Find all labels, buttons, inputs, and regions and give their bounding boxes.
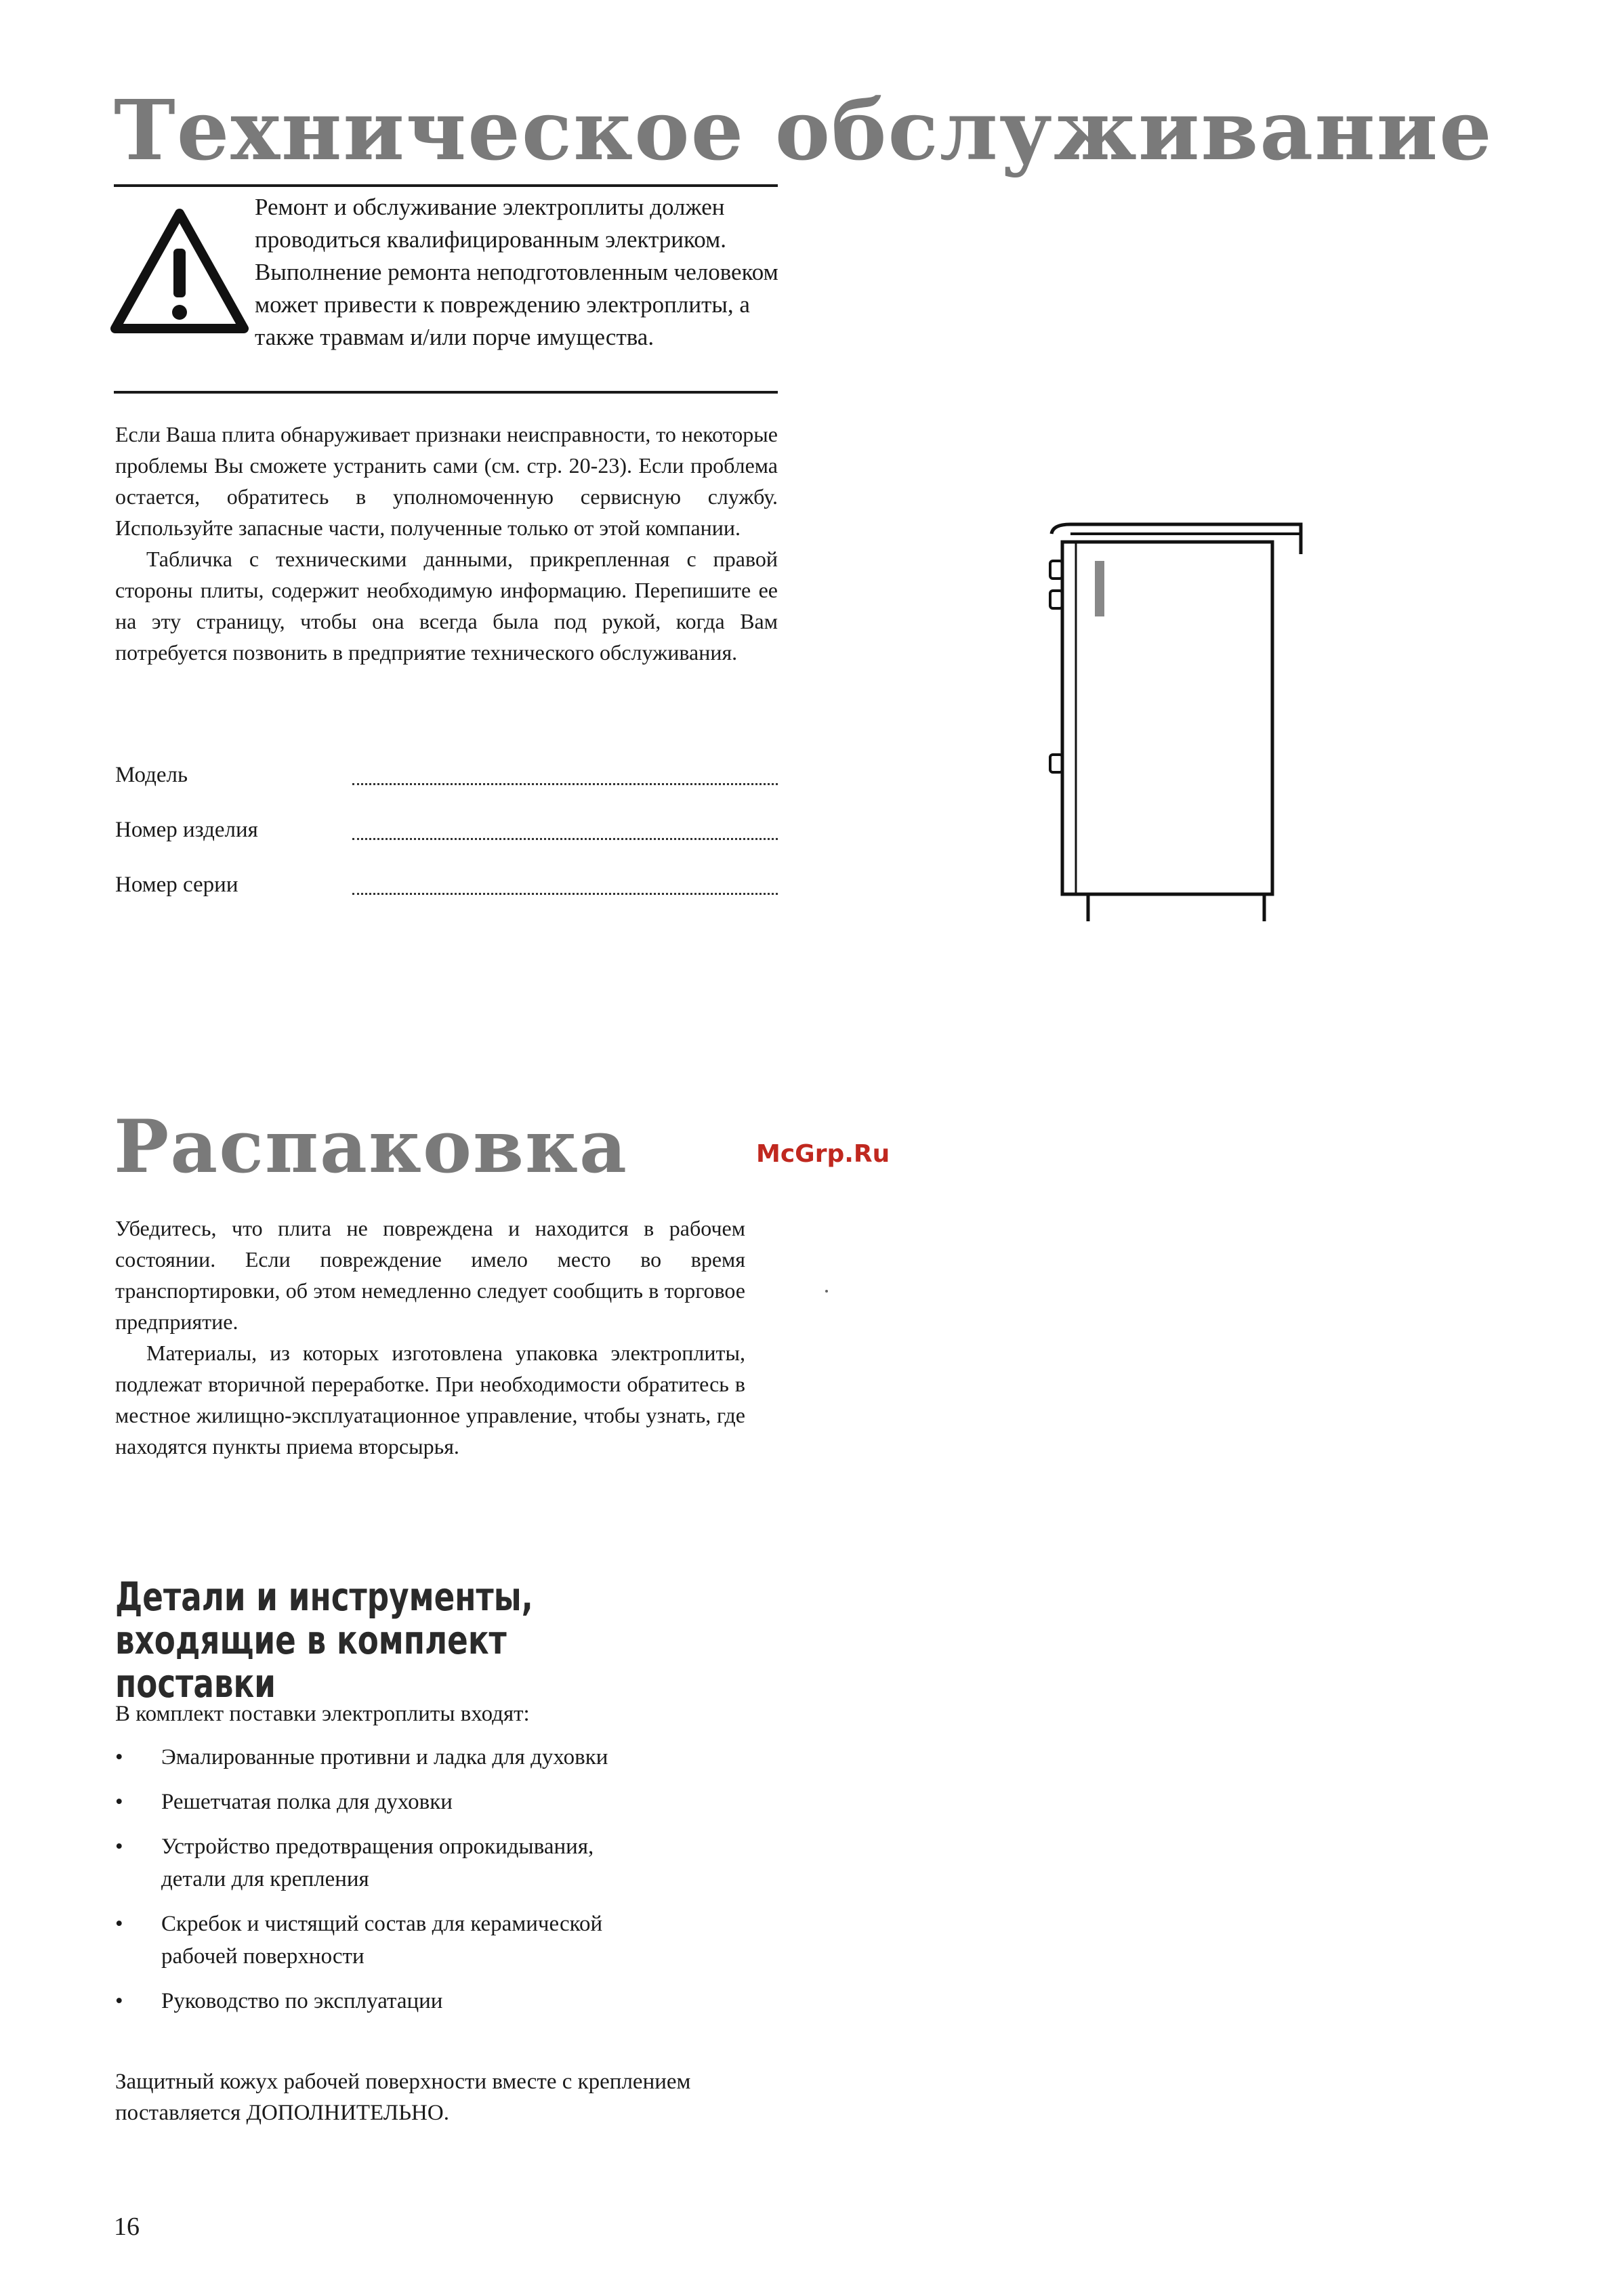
stove-side-view-illustration [1043,515,1328,921]
parts-list [115,1741,766,2030]
field-model-line [352,783,778,785]
bullet-icon: • [115,1790,123,1814]
service-paragraph-2: Табличка с техническими данными, прикрепленная с правой стороны плиты, содержит необходимую информацию. Перепишите ее на эту страницу, чтобы она всегда была под рукой, когда Вам потребуется позвонить в предприятие технического обслуживания. [115,547,778,665]
list-item: • Устройство предотвращения опрокидывания, детали для крепления [115,1830,766,1895]
list-item: • Решетчатая полка для духовки [115,1786,766,1818]
watermark: McGrp.Ru [756,1140,890,1168]
warning-triangle-icon [108,207,251,335]
field-serial-number [115,873,778,904]
parts-intro: В комплект поставки электроплиты входят: [115,1702,530,1726]
warning-bottom-rule [114,391,778,394]
field-serial-number-label: Номер серии [115,873,238,897]
field-serial-number-line [352,893,778,895]
protective-cover-note: Защитный кожух рабочей поверхности вместе с креплением поставляется ДОПОЛНИТЕЛЬНО. [115,2070,691,2125]
stray-mark [825,1290,828,1293]
unpacking-paragraph-2: Материалы, из которых изготовлена упаковка электроплиты, подлежат вторичной переработке. При необходимости обратитесь в местное жилищно-эксплуатационное управление, чтобы узнать, где находятся пункты приема вторсырья. [115,1341,745,1459]
field-product-number [115,818,778,849]
field-product-number-line [352,838,778,840]
section-title-unpacking: Распаковка [114,1104,629,1190]
bullet-icon: • [115,1834,123,1859]
warning-text: Ремонт и обслуживание электроплиты должен проводиться квалифицированным электриком. Выполнение ремонта неподготовленным человеком может привести к повреждению электроплиты, а также травмам и/или порче имущества. [255,194,778,350]
unpacking-body [115,1213,745,1462]
unpacking-paragraph-1: Убедитесь, что плита не повреждена и находится в рабочем состоянии. Если повреждение имело место во время транспортировки, об этом немедленно следует сообщить в торговое предприятие. [115,1216,745,1334]
list-item: • Эмалированные противни и ладка для духовки [115,1741,766,1774]
list-item: • Руководство по эксплуатации [115,1985,766,2017]
bullet-icon: • [115,1989,123,2013]
section-title-parts: Детали и инструменты, входящие в комплект поставки [115,1574,533,1706]
page-number: 16 [114,2212,140,2241]
bullet-icon: • [115,1745,123,1769]
field-model [115,763,778,794]
field-product-number-label: Номер изделия [115,818,258,842]
section-title-maintenance: Техническое обслуживание [114,81,1493,179]
bullet-icon: • [115,1912,123,1936]
list-item: • Скребок и чистящий состав для керамической рабочей поверхности [115,1908,766,1973]
service-body [115,419,778,668]
field-model-label: Модель [115,763,188,787]
service-paragraph-1: Если Ваша плита обнаруживает признаки неисправности, то некоторые проблемы Вы сможете устранить сами (см. стр. 20-23). Если проблема остается, обратитесь в уполномоченную сервисную службу. Используйте запасные части, полученные только от этой компании. [115,422,778,540]
warning-top-rule [114,184,778,187]
